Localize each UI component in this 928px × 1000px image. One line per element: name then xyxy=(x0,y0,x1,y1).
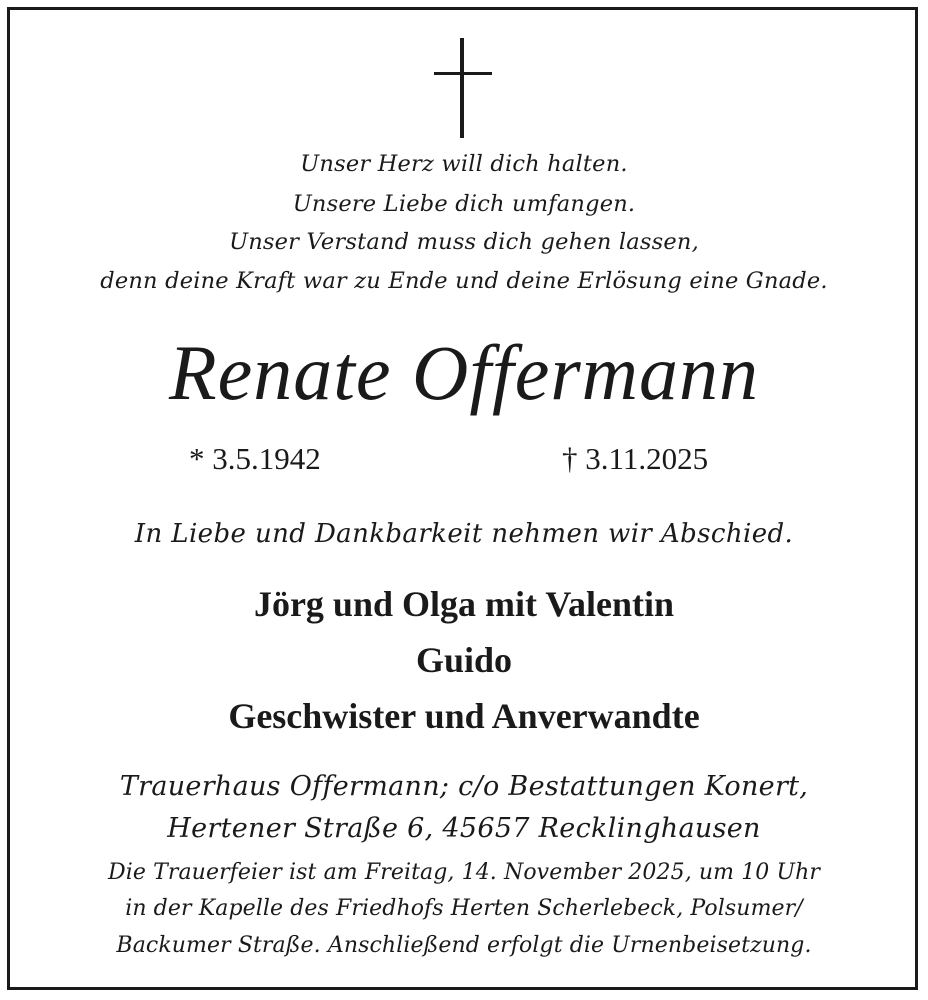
farewell-line: In Liebe und Dankbarkeit nehmen wir Abschied. xyxy=(134,519,794,549)
deceased-name: Renate Offermann xyxy=(168,329,760,416)
poem-line-1: Unser Herz will dich halten. xyxy=(300,151,628,177)
mourner-line-1: Jörg und Olga mit Valentin xyxy=(253,584,675,624)
funeral-info-line-3: Backumer Straße. Anschließend erfolgt die Urnenbeisetzung. xyxy=(116,933,812,958)
address-line-2: Hertener Straße 6, 45657 Recklinghausen xyxy=(167,813,761,844)
address-line-1: Trauerhaus Offermann; c/o Bestattungen Konert, xyxy=(119,771,809,802)
poem-line-4: denn deine Kraft war zu Ende und deine Erlösung eine Gnade. xyxy=(100,268,828,294)
mourner-line-3: Geschwister und Anverwandte xyxy=(228,696,700,736)
cross-icon xyxy=(434,38,492,138)
death-date: † 3.11.2025 xyxy=(562,441,709,476)
mourner-line-2: Guido xyxy=(415,640,513,680)
poem-line-3: Unser Verstand muss dich gehen lassen, xyxy=(229,229,699,255)
funeral-info-line-1: Die Trauerfeier ist am Freitag, 14. November 2025, um 10 Uhr xyxy=(107,860,821,885)
birth-date: * 3.5.1942 xyxy=(189,441,321,476)
funeral-info-line-2: in der Kapelle des Friedhofs Herten Scherlebeck, Polsumer/ xyxy=(125,896,803,921)
poem-line-2: Unsere Liebe dich umfangen. xyxy=(292,191,636,217)
